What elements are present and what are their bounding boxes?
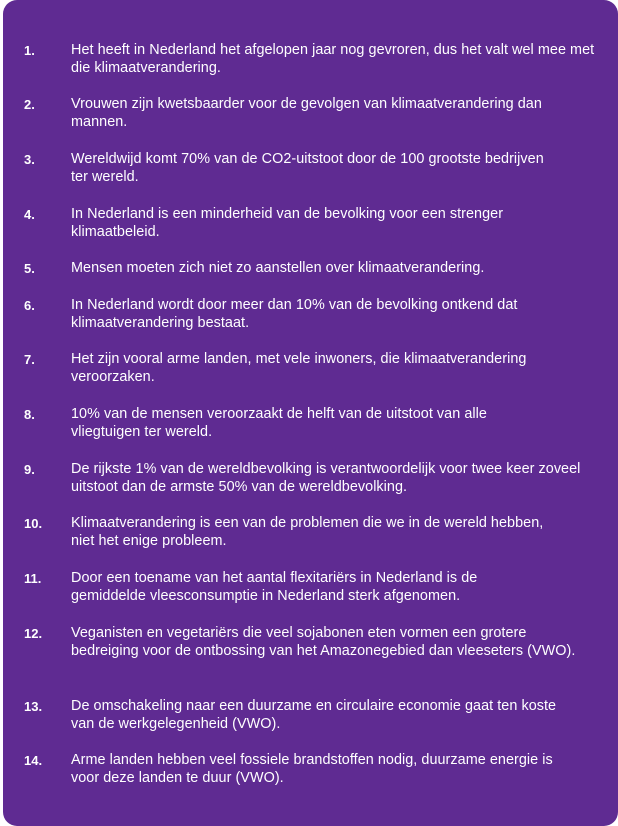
item-text: Het heeft in Nederland het afgelopen jaar nog gevroren, dus het valt wel mee met die klimaatverandering. [71, 42, 595, 76]
item-number: 8. [24, 407, 35, 422]
statements-panel [3, 0, 618, 826]
item-number: 3. [24, 152, 35, 167]
item-number: 4. [24, 207, 35, 222]
item-number: 10. [24, 516, 43, 531]
item-text: Veganisten en vegetariërs die veel sojabonen eten vormen een grotere bedreiging voor de ontbossing van het Amazonegebied dan vleeseters (VWO). [71, 625, 576, 659]
item-number: 9. [24, 462, 35, 477]
item-text: Mensen moeten zich niet zo aanstellen over klimaatverandering. [71, 260, 485, 276]
item-text: In Nederland is een minderheid van de bevolking voor een strenger klimaatbeleid. [71, 206, 504, 240]
item-text: Door een toename van het aantal flexitariërs in Nederland is de gemiddelde vleesconsumptie in Nederland sterk afgenomen. [71, 570, 478, 604]
item-text: De omschakeling naar een duurzame en circulaire economie gaat ten koste van de werkgelegenheid (VWO). [71, 698, 557, 732]
item-text: Vrouwen zijn kwetsbaarder voor de gevolgen van klimaatverandering dan mannen. [71, 96, 542, 130]
item-text: In Nederland wordt door meer dan 10% van de bevolking ontkend dat klimaatverandering bestaat. [71, 297, 518, 331]
item-text: Arme landen hebben veel fossiele brandstoffen nodig, duurzame energie is voor deze landen te duur (VWO). [71, 752, 553, 786]
item-number: 12. [24, 626, 43, 641]
item-number: 11. [24, 571, 42, 586]
item-text: 10% van de mensen veroorzaakt de helft van de uitstoot van alle vliegtuigen ter wereld. [71, 406, 487, 440]
item-number: 7. [24, 352, 35, 367]
item-text: Het zijn vooral arme landen, met vele inwoners, die klimaatverandering veroorzaken. [71, 351, 527, 385]
item-number: 5. [24, 261, 35, 276]
item-number: 2. [24, 97, 35, 112]
item-number: 6. [24, 298, 35, 313]
item-number: 13. [24, 699, 43, 714]
item-text: Klimaatverandering is een van de problemen die we in de wereld hebben, niet het enige probleem. [71, 515, 544, 549]
item-number: 14. [24, 753, 43, 768]
item-text: Wereldwijd komt 70% van de CO2-uitstoot door de 100 grootste bedrijven ter wereld. [71, 151, 544, 185]
item-text: De rijkste 1% van de wereldbevolking is verantwoordelijk voor twee keer zoveel uitstoot dan de armste 50% van de wereldbevolking. [71, 461, 581, 495]
item-number: 1. [24, 43, 35, 58]
